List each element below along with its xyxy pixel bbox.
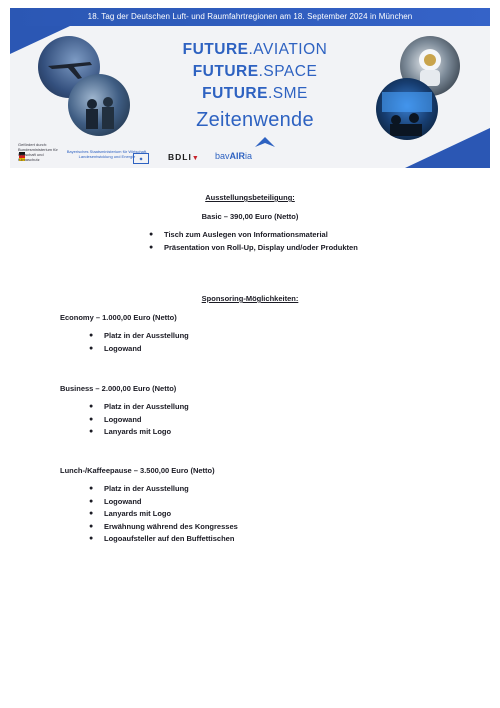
business-package-title: Business – 2.000,00 Euro (Netto) [60, 384, 177, 393]
control-room-photo [376, 78, 438, 140]
list-item: ● Logowand [89, 414, 142, 424]
list-item: ● Logowand [89, 496, 142, 506]
sponsoring-heading: Sponsoring-Möglichkeiten: [201, 294, 299, 303]
list-item: ● Logoaufsteller auf den Buffettischen [89, 534, 235, 544]
list-item: ● Logowand [89, 343, 142, 353]
list-item: ● Tisch zum Auslegen von Informationsmaterial [149, 230, 328, 239]
list-item: ● Lanyards mit Logo [89, 427, 172, 437]
exhibition-heading: Ausstellungsbeteiligung: [205, 193, 295, 202]
list-item: ● Erwähnung während des Kongresses [89, 521, 238, 531]
economy-package-title: Economy – 1.000,00 Euro (Netto) [60, 313, 177, 322]
bdli-logo: BDLI▼ [168, 152, 200, 162]
lunch-package-list [89, 483, 238, 546]
event-banner [10, 8, 490, 168]
list-item: ● Platz in der Ausstellung [89, 484, 189, 493]
basic-package-title: Basic – 390,00 Euro (Netto) [201, 212, 299, 221]
headline-aviation: FUTURE.AVIATION [182, 41, 328, 58]
headline-sme: FUTURE.SME [202, 85, 308, 102]
business-package-list [89, 401, 189, 439]
event-date-line: 18. Tag der Deutschen Luft- und Raumfahrtregionen am 18. September 2024 in München [87, 12, 413, 21]
list-item: ● Präsentation von Roll-Up, Display und/oder Produkten [149, 242, 358, 252]
list-item: ● Lanyards mit Logo [89, 509, 172, 519]
basic-package-list [149, 229, 358, 254]
bmwk-logo: Gefördert durch: Bundesministerium für Wirtschaft und Klimaschutz [18, 142, 58, 162]
plane-icon [255, 137, 275, 147]
bavarian-lion-logo: ◆ [133, 153, 149, 164]
team-photo [68, 74, 130, 136]
bavairia-logo: bavAIRia [215, 151, 253, 161]
headline-space: FUTURE.SPACE [192, 63, 318, 80]
list-item: ● Platz in der Ausstellung [89, 331, 189, 340]
bavarian-ministry-logo: Bayerisches Staatsministerium für Wirtschaft, Landesentwicklung und Energie [66, 149, 148, 159]
list-item: ● Platz in der Ausstellung [89, 402, 189, 411]
lunch-package-title: Lunch-/Kaffeepause – 3.500,00 Euro (Netto) [60, 466, 215, 475]
economy-package-list [89, 330, 189, 355]
tagline-zeitenwende: Zeitenwende [196, 109, 314, 131]
